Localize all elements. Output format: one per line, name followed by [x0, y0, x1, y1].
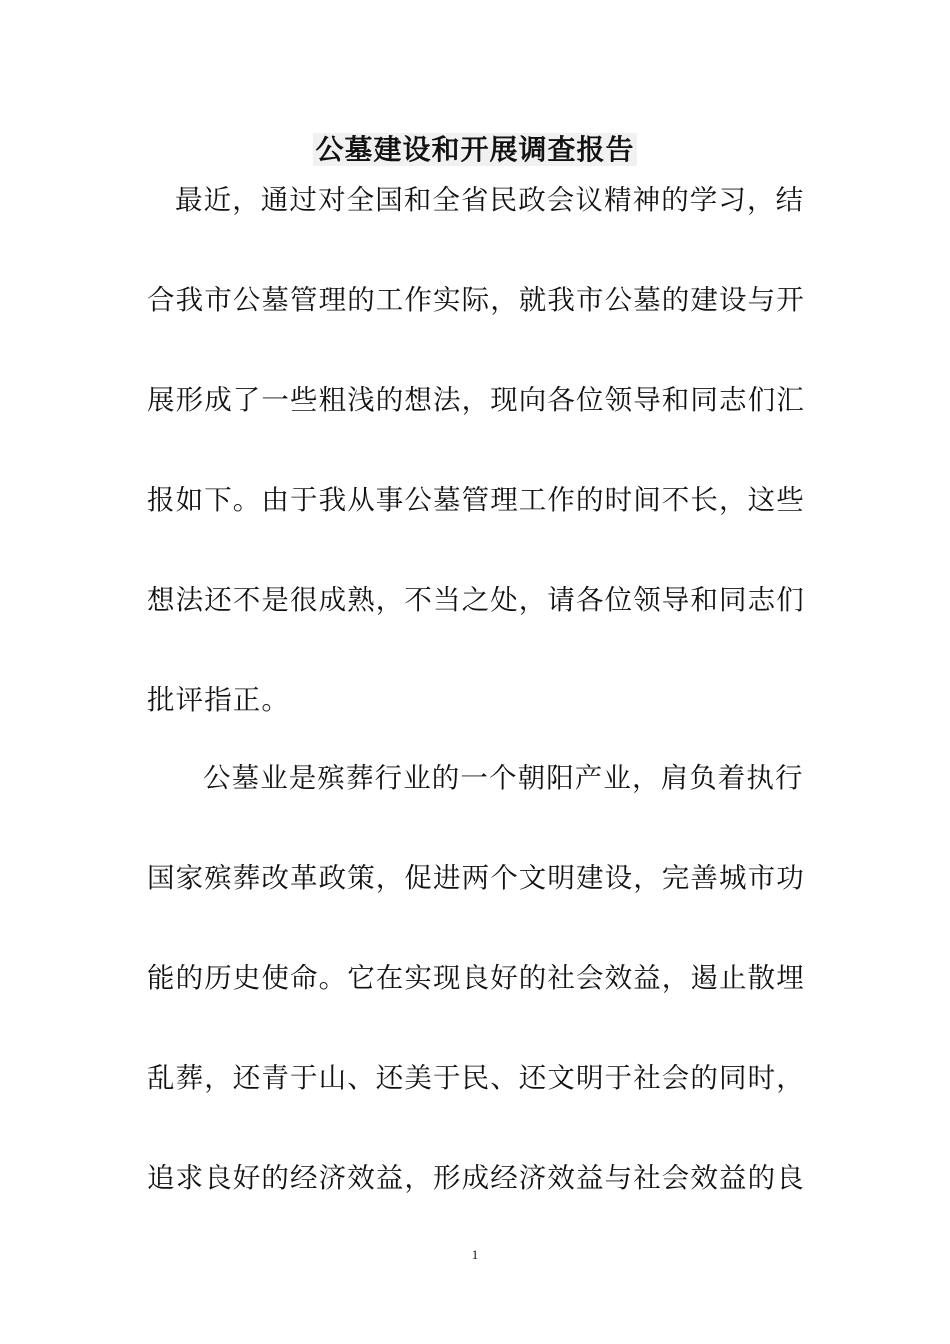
paragraph-1-line-1: 最近，通过对全国和全省民政会议精神的学习，结	[175, 184, 805, 216]
paragraph-2-line-1: 公墓业是殡葬行业的一个朝阳产业，肩负着执行	[203, 762, 804, 794]
document-title	[0, 130, 950, 170]
paragraph-2-line-4: 乱葬，还青于山、还美于民、还文明于社会的同时，	[147, 1062, 805, 1094]
paragraph-2-line-3: 能的历史使命。它在实现良好的社会效益，遏止散埋	[147, 962, 805, 994]
paragraph-1-line-5: 想法还不是很成熟，不当之处，请各位领导和同志们	[147, 584, 805, 616]
paragraph-1-line-6: 批评指正。	[147, 684, 290, 716]
paragraph-1-line-4: 报如下。由于我从事公墓管理工作的时间不长，这些	[147, 484, 805, 516]
document-title-text: 公墓建设和开展调查报告	[315, 133, 635, 166]
paragraph-1-line-3: 展形成了一些粗浅的想法，现向各位领导和同志们汇	[147, 384, 805, 416]
page-number: 1	[471, 1247, 479, 1262]
paragraph-2-line-2: 国家殡葬改革政策，促进两个文明建设，完善城市功	[147, 862, 805, 894]
paragraph-1-line-2: 合我市公墓管理的工作实际，就我市公墓的建设与开	[147, 284, 805, 316]
paragraph-2-line-5: 追求良好的经济效益，形成经济效益与社会效益的良	[147, 1162, 805, 1194]
